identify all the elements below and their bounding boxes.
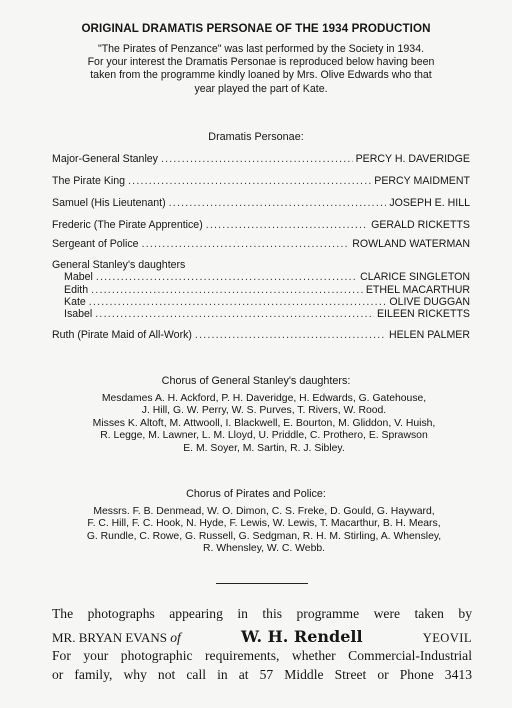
actor-name: GERALD RICKETTS bbox=[371, 219, 470, 231]
chorus-line: G. Rundle, C. Rowe, G. Russell, G. Sedgman, R. H. M. Stirling, A. Whensley, bbox=[86, 530, 442, 542]
daughters-label: General Stanley's daughters bbox=[52, 259, 186, 271]
advert-line: The photographs appearing in this programme were taken by bbox=[52, 606, 472, 621]
leader-dots bbox=[96, 271, 357, 283]
chorus-line: E. M. Soyer, M. Sartin, R. J. Sibley. bbox=[183, 442, 345, 454]
photographer-of: of bbox=[170, 630, 181, 645]
actor-name: OLIVE DUGGAN bbox=[389, 296, 470, 308]
chorus-line: Mesdames A. H. Ackford, P. H. Daveridge, H. Edwards, G. Gatehouse, bbox=[101, 393, 427, 404]
role-name: Isabel bbox=[64, 308, 93, 320]
actor-name: ETHEL MACARTHUR bbox=[365, 284, 470, 296]
chorus-daughters-list bbox=[54, 393, 474, 455]
page-title: ORIGINAL DRAMATIS PERSONAE OF THE 1934 PRODUCTION bbox=[81, 22, 431, 35]
role-name: Frederic (The Pirate Apprentice) bbox=[52, 219, 203, 231]
role-name: Edith bbox=[64, 284, 89, 296]
cast-row bbox=[52, 175, 470, 187]
actor-name: JOSEPH E. HILL bbox=[389, 197, 470, 209]
cast-row bbox=[64, 271, 470, 283]
role-name: The Pirate King bbox=[52, 175, 126, 187]
photographer-credit bbox=[52, 630, 181, 646]
intro-paragraph bbox=[50, 43, 472, 96]
divider-rule bbox=[216, 583, 308, 584]
chorus-line: R. Whensley, W. C. Webb. bbox=[202, 543, 326, 555]
chorus-pirates-heading: Chorus of Pirates and Police: bbox=[186, 488, 326, 500]
intro-line: year played the part of Kate. bbox=[194, 82, 328, 95]
advert-line: or family, why not call in at 57 Middle Street or Phone 3413 bbox=[52, 667, 472, 682]
chorus-line: J. Hill, G. W. Perry, W. S. Purves, T. Rivers, W. Rood. bbox=[141, 405, 387, 417]
leader-dots bbox=[89, 296, 387, 308]
leader-dots bbox=[91, 284, 363, 296]
role-name: Major-General Stanley bbox=[52, 153, 158, 165]
leader-dots bbox=[161, 153, 353, 165]
actor-name: HELEN PALMER bbox=[388, 329, 470, 341]
role-name: Samuel (His Lieutenant) bbox=[52, 197, 166, 209]
cast-heading: Dramatis Personae: bbox=[208, 131, 304, 143]
actor-name: ROWLAND WATERMAN bbox=[352, 238, 470, 250]
leader-dots bbox=[95, 308, 374, 320]
advert-photographer-row bbox=[52, 627, 472, 646]
intro-line: For your interest the Dramatis Personae is reproduced below having been bbox=[87, 56, 435, 69]
advert-line: For your photographic requirements, whether Commercial-Industrial bbox=[52, 648, 472, 663]
leader-dots bbox=[206, 219, 368, 231]
cast-row bbox=[64, 284, 470, 296]
cast-row bbox=[52, 153, 470, 165]
role-name: Ruth (Pirate Maid of All-Work) bbox=[52, 329, 192, 341]
chorus-line: Messrs. F. B. Denmead, W. O. Dimon, C. S. Freke, D. Gould, G. Hayward, bbox=[93, 506, 435, 517]
actor-name: PERCY MAIDMENT bbox=[374, 175, 470, 187]
role-name: Sergeant of Police bbox=[52, 238, 139, 250]
chorus-line: R. Legge, M. Lawner, L. M. Lloyd, U. Priddle, C. Prothero, E. Sprawson bbox=[100, 430, 428, 442]
cast-row bbox=[52, 219, 470, 231]
chorus-pirates-list bbox=[54, 506, 474, 556]
actor-name: CLARICE SINGLETON bbox=[360, 271, 470, 283]
cast-row bbox=[64, 308, 470, 320]
leader-dots bbox=[128, 175, 371, 187]
intro-line: taken from the programme kindly loaned by Mrs. Olive Edwards who that bbox=[90, 69, 432, 82]
actor-name: EILEEN RICKETTS bbox=[376, 308, 470, 320]
photographer-name: MR. BRYAN EVANS bbox=[52, 630, 167, 645]
cast-row bbox=[52, 329, 470, 341]
role-name: Mabel bbox=[64, 271, 93, 283]
role-name: Kate bbox=[64, 296, 86, 308]
leader-dots bbox=[195, 329, 386, 341]
chorus-line: F. C. Hill, F. C. Hook, N. Hyde, F. Lewis, W. Lewis, T. Macarthur, B. H. Mears, bbox=[87, 518, 441, 530]
intro-line: "The Pirates of Penzance" was last performed by the Society in 1934. bbox=[97, 43, 425, 55]
chorus-daughters-heading: Chorus of General Stanley's daughters: bbox=[161, 375, 351, 387]
leader-dots bbox=[169, 197, 387, 209]
cast-row bbox=[52, 197, 470, 209]
studio-town: YEOVIL bbox=[422, 631, 472, 645]
actor-name: PERCY H. DAVERIDGE bbox=[355, 153, 470, 165]
studio-name: W. H. Rendell bbox=[241, 627, 363, 646]
cast-row bbox=[64, 296, 470, 308]
chorus-line: Misses K. Altoft, M. Attwooll, I. Blackwell, E. Bourton, M. Gliddon, V. Huish, bbox=[92, 417, 436, 429]
leader-dots bbox=[142, 238, 350, 250]
cast-row bbox=[52, 238, 470, 250]
